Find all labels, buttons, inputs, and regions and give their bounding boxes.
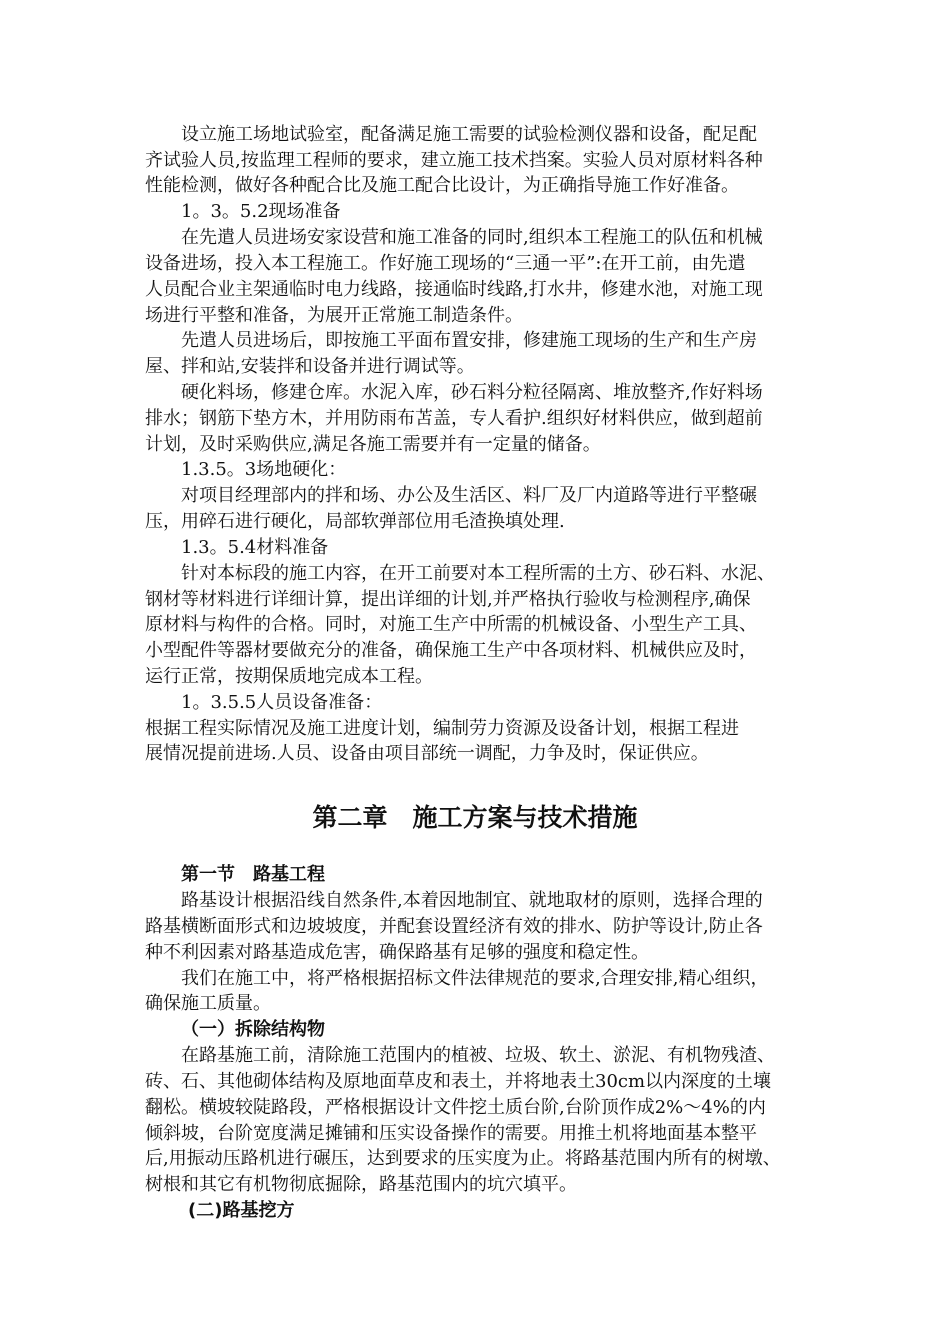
paragraph-line: 展情况提前进场.人员、设备由项目部统一调配，力争及时，保证供应。 [145,743,709,764]
heading-1-3-5-4: 1.3。5.4材料准备 [145,537,329,558]
paragraph-line: 确保施工质量。 [145,993,271,1014]
paragraph-line: 钢材等材料进行详细计算，提出详细的计划,并严格执行验收与检测程序,确保 [145,589,751,610]
paragraph-line: 齐试验人员,按监理工程师的要求，建立施工技术挡案。实验人员对原材料各种 [145,150,763,171]
paragraph-line: 设立施工场地试验室，配备满足施工需要的试验检测仪器和设备，配足配 [145,124,757,145]
paragraph-line: 压，用碎石进行硬化，局部软弹部位用毛渣换填处理. [145,511,565,532]
paragraph-line: 翻松。横坡较陡路段，严格根据设计文件挖土质台阶,台阶顶作成2%～4%的内 [145,1097,766,1118]
subsection-title: （一）拆除结构物 [181,1019,325,1040]
heading-1-3-5-5: 1。3.5.5人员设备准备： [145,692,383,713]
heading-1-3-5-2: 1。3。5.2现场准备 [145,201,341,222]
paragraph-line: 性能检测，做好各种配合比及施工配合比设计，为正确指导施工作好准备。 [145,175,739,196]
paragraph-line: 人员配合业主架通临时电力线路，接通临时线路,打水井，修建水池，对施工现 [145,279,763,300]
paragraph-line: 我们在施工中，将严格根据招标文件法律规范的要求,合理安排,精心组织， [145,968,769,989]
paragraph-line: 硬化料场，修建仓库。水泥入库，砂石料分粒径隔离、堆放整齐,作好料场 [145,382,763,403]
paragraph-line: 砖、石、其他砌体结构及原地面草皮和表土，并将地表土30cm以内深度的土壤 [145,1071,772,1092]
heading-1-3-5-3: 1.3.5。3场地硬化： [145,459,347,480]
paragraph-line: 屋、拌和站,安装拌和设备并进行调试等。 [145,356,475,377]
paragraph-line: 路基横断面形式和边坡坡度，并配套设置经济有效的排水、防护等设计,防止各 [145,916,763,937]
chapter-title: 第二章 施工方案与技术措施 [312,803,638,832]
paragraph-line: 倾斜坡，台阶宽度满足摊铺和压实设备操作的需要。用推土机将地面基本整平 [145,1123,757,1144]
paragraph-line: 对项目经理部内的拌和场、办公及生活区、料厂及厂内道路等进行平整碾 [145,485,757,506]
section-title: 第一节 路基工程 [181,864,325,885]
paragraph-line: 运行正常，按期保质地完成本工程。 [145,666,433,687]
paragraph-line: 树根和其它有机物彻底掘除，路基范围内的坑穴填平。 [145,1174,577,1195]
paragraph-line: 小型配件等器材要做充分的准备，确保施工生产中各项材料、机械供应及时， [145,640,757,661]
paragraph-line: 场进行平整和准备，为展开正常施工制造条件。 [145,305,523,326]
paragraph-line: 针对本标段的施工内容，在开工前要对本工程所需的土方、砂石料、水泥、 [145,563,775,584]
paragraph-line: 种不利因素对路基造成危害，确保路基有足够的强度和稳定性。 [145,942,649,963]
paragraph-line: 根据工程实际情况及施工进度计划，编制劳力资源及设备计划，根据工程进 [145,718,739,739]
paragraph-line: 在路基施工前，清除施工范围内的植被、垃圾、软土、淤泥、有机物残渣、 [145,1045,775,1066]
paragraph-line: 路基设计根据沿线自然条件,本着因地制宜、就地取材的原则，选择合理的 [145,890,763,911]
subsection-title: (二)路基挖方 [188,1200,295,1221]
paragraph-line: 排水；钢筋下垫方木，并用防雨布苫盖，专人看护.组织好材料供应，做到超前 [145,408,763,429]
paragraph-line: 原材料与构件的合格。同时，对施工生产中所需的机械设备、小型生产工具、 [145,614,757,635]
paragraph-line: 计划，及时采购供应,满足各施工需要并有一定量的储备。 [145,434,601,455]
paragraph-line: 在先遣人员进场安家设营和施工准备的同时,组织本工程施工的队伍和机械 [145,227,763,248]
paragraph-line: 后,用振动压路机进行碾压，达到要求的压实度为止。将路基范围内所有的树墩、 [145,1148,781,1169]
paragraph-line: 设备进场，投入本工程施工。作好施工现场的“三通一平”:在开工前，由先遣 [145,253,746,274]
paragraph-line: 先遣人员进场后，即按施工平面布置安排，修建施工现场的生产和生产房 [145,330,757,351]
